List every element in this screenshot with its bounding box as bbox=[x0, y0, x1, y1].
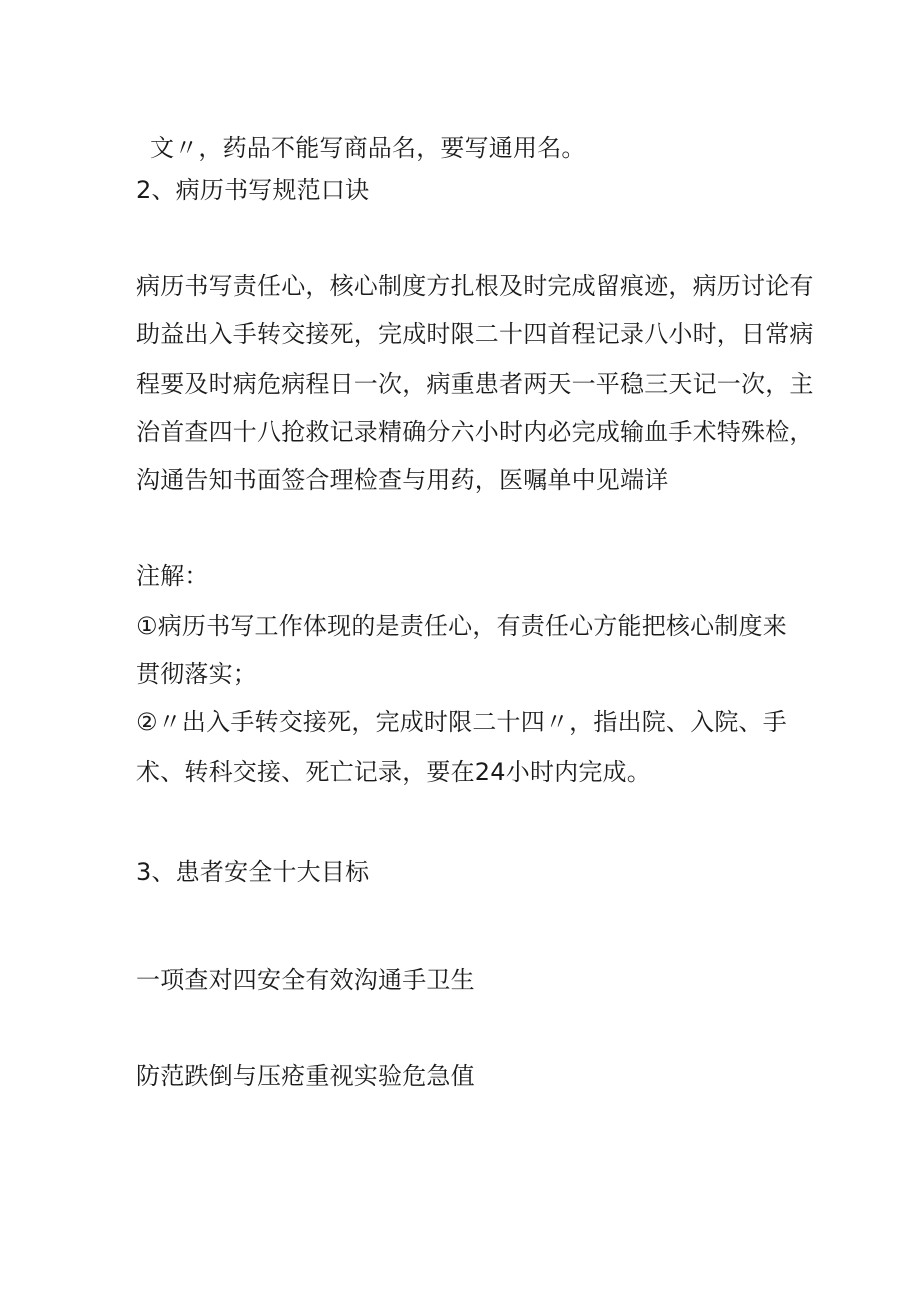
note-line: ②〃出入手转交接死，完成时限二十四〃，指出院、入院、手 bbox=[136, 708, 787, 736]
verse-line: 治首查四十八抢救记录精确分六小时内必完成输血手术特殊检， bbox=[136, 418, 814, 446]
notes-label: 注解： bbox=[136, 562, 209, 590]
note-line: ①病历书写工作体现的是责任心，有责任心方能把核心制度来 bbox=[136, 612, 787, 640]
verse-line: 防范跌倒与压疮重视实验危急值 bbox=[136, 1062, 475, 1090]
note-line: 术、转科交接、死亡记录，要在24小时内完成。 bbox=[136, 758, 651, 786]
verse-line: 一项查对四安全有效沟通手卫生 bbox=[136, 966, 475, 994]
note-line: 贯彻落实； bbox=[136, 660, 257, 688]
section-3-heading: 3、患者安全十大目标 bbox=[136, 858, 370, 886]
verse-line: 程要及时病危病程日一次，病重患者两天一平稳三天记一次，主 bbox=[136, 370, 814, 398]
verse-line: 沟通告知书面签合理检查与用药，医嘱单中见端详 bbox=[136, 466, 669, 494]
section-2-heading: 2、病历书写规范口诀 bbox=[136, 176, 370, 204]
continuation-line: 文〃，药品不能写商品名，要写通用名。 bbox=[150, 134, 586, 162]
verse-line: 病历书写责任心，核心制度方扎根及时完成留痕迹，病历讨论有 bbox=[136, 272, 814, 300]
verse-line: 助益出入手转交接死，完成时限二十四首程记录八小时，日常病 bbox=[136, 320, 814, 348]
